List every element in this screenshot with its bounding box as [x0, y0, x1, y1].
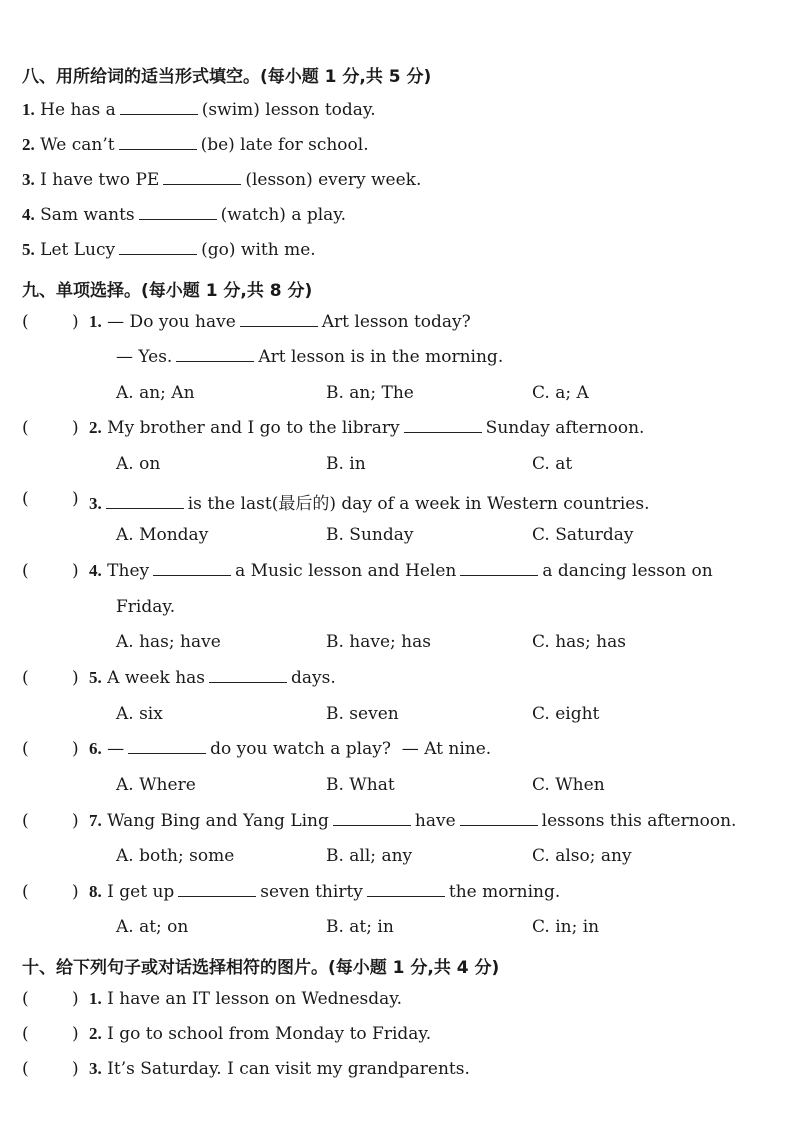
fill-item-1: [22, 100, 376, 120]
question-text: My brother and I go to the library: [107, 418, 400, 438]
option-c[interactable]: C. has; has: [532, 632, 626, 652]
item-text-after: (swim) lesson today.: [201, 100, 376, 120]
option-b[interactable]: B. What: [326, 775, 395, 795]
answer-blank[interactable]: [460, 811, 538, 826]
item-text-before: He has a: [40, 100, 116, 120]
section-10-title: 十、给下列句子或对话选择相符的图片。(每小题 1 分,共 4 分): [22, 958, 500, 978]
answer-paren-close: ): [72, 489, 79, 509]
answer-blank[interactable]: [120, 100, 198, 115]
answer-paren-close: ): [72, 1024, 79, 1044]
answer-blank[interactable]: [153, 561, 231, 576]
answer-paren-open: (: [22, 312, 29, 332]
option-c[interactable]: C. also; any: [532, 846, 632, 866]
option-c[interactable]: C. eight: [532, 704, 600, 724]
option-a[interactable]: A. an; An: [116, 383, 195, 403]
option-b[interactable]: B. all; any: [326, 846, 413, 866]
item-text: I go to school from Monday to Friday.: [107, 1024, 432, 1044]
question-text: A week has: [107, 668, 206, 688]
answer-paren-close: ): [72, 668, 79, 688]
question-5-line: [89, 668, 336, 688]
item-text-before: Let Lucy: [40, 240, 116, 260]
answer-blank[interactable]: [367, 882, 445, 897]
item-text-before: Sam wants: [40, 205, 135, 225]
question-text: —: [107, 739, 125, 759]
answer-paren-close: ): [72, 882, 79, 902]
option-a[interactable]: A. at; on: [116, 917, 189, 937]
answer-paren-open: (: [22, 1059, 29, 1079]
option-a[interactable]: A. six: [116, 704, 163, 724]
option-b[interactable]: B. seven: [326, 704, 399, 724]
item-number: 2.: [22, 135, 35, 154]
fill-item-4: [22, 205, 346, 225]
item-number: 1.: [22, 100, 35, 119]
item-number: 2.: [89, 1024, 102, 1043]
answer-paren-open: (: [22, 489, 29, 509]
question-6-line: [89, 739, 491, 759]
answer-blank[interactable]: [240, 312, 318, 327]
question-1-line-1: [89, 312, 471, 332]
answer-blank[interactable]: [333, 811, 411, 826]
answer-blank[interactable]: [178, 882, 256, 897]
answer-blank[interactable]: [128, 739, 206, 754]
question-text: — Yes.: [116, 347, 173, 367]
item-number: 5.: [22, 240, 35, 259]
answer-paren-open: (: [22, 811, 29, 831]
answer-paren-close: ): [72, 989, 79, 1009]
option-b[interactable]: B. have; has: [326, 632, 431, 652]
item-text-after: (lesson) every week.: [245, 170, 422, 190]
fill-item-5: [22, 240, 316, 260]
answer-paren-open: (: [22, 882, 29, 902]
item-text-before: We can’t: [40, 135, 115, 155]
answer-paren-open: (: [22, 739, 29, 759]
answer-paren-open: (: [22, 418, 29, 438]
item-number: 3.: [89, 1059, 102, 1078]
question-text: I get up: [107, 882, 175, 902]
answer-blank[interactable]: [139, 205, 217, 220]
option-b[interactable]: B. Sunday: [326, 525, 414, 545]
option-c[interactable]: C. When: [532, 775, 605, 795]
question-number: 7.: [89, 811, 102, 830]
question-number: 2.: [89, 418, 102, 437]
question-text: — Do you have: [107, 312, 236, 332]
answer-paren-open: (: [22, 668, 29, 688]
answer-paren-close: ): [72, 418, 79, 438]
question-text: do you watch a play?: [210, 739, 391, 759]
question-text: have: [414, 811, 456, 831]
answer-blank[interactable]: [176, 347, 254, 362]
option-a[interactable]: A. Where: [116, 775, 196, 795]
answer-paren-open: (: [22, 989, 29, 1009]
item-text-after: (be) late for school.: [200, 135, 369, 155]
question-text: a Music lesson and Helen: [235, 561, 457, 581]
option-a[interactable]: A. both; some: [116, 846, 235, 866]
answer-paren-close: ): [72, 1059, 79, 1079]
match-item-1: [89, 989, 402, 1009]
question-text: is the last(最后的) day of a week in Western countries.: [187, 494, 650, 514]
answer-blank[interactable]: [460, 561, 538, 576]
question-text: — At nine.: [401, 739, 492, 759]
question-text: the morning.: [448, 882, 561, 902]
question-number: 8.: [89, 882, 102, 901]
question-text: They: [107, 561, 150, 581]
item-text-after: (watch) a play.: [220, 205, 347, 225]
question-3-line: [89, 489, 650, 514]
question-text: days.: [291, 668, 336, 688]
question-1-line-2: [116, 347, 503, 367]
option-c[interactable]: C. at: [532, 454, 573, 474]
answer-blank[interactable]: [119, 135, 197, 150]
item-number: 1.: [89, 989, 102, 1008]
option-a[interactable]: A. on: [116, 454, 161, 474]
question-text: Art lesson is in the morning.: [258, 347, 504, 367]
item-text-before: I have two PE: [40, 170, 160, 190]
question-text: a dancing lesson on: [542, 561, 713, 581]
answer-blank[interactable]: [119, 240, 197, 255]
option-a[interactable]: A. has; have: [116, 632, 221, 652]
answer-blank[interactable]: [163, 170, 241, 185]
question-number: 6.: [89, 739, 102, 758]
question-text: Art lesson today?: [321, 312, 471, 332]
option-b[interactable]: B. in: [326, 454, 366, 474]
option-b[interactable]: B. an; The: [326, 383, 414, 403]
question-4-line-1: [89, 561, 713, 581]
answer-paren-close: ): [72, 739, 79, 759]
question-2-line: [89, 418, 644, 438]
question-text: lessons this afternoon.: [541, 811, 737, 831]
answer-blank[interactable]: [404, 418, 482, 433]
option-c[interactable]: C. in; in: [532, 917, 600, 937]
answer-blank[interactable]: [209, 668, 287, 683]
section-8-title: 八、用所给词的适当形式填空。(每小题 1 分,共 5 分): [22, 67, 432, 87]
answer-paren-open: (: [22, 561, 29, 581]
question-text: Wang Bing and Yang Ling: [107, 811, 329, 831]
answer-paren-close: ): [72, 312, 79, 332]
answer-paren-open: (: [22, 1024, 29, 1044]
item-text: I have an IT lesson on Wednesday.: [107, 989, 403, 1009]
answer-blank[interactable]: [106, 494, 184, 509]
option-b[interactable]: B. at; in: [326, 917, 394, 937]
item-number: 4.: [22, 205, 35, 224]
fill-item-2: [22, 135, 369, 155]
question-text: seven thirty: [260, 882, 363, 902]
answer-paren-close: ): [72, 811, 79, 831]
match-item-3: [89, 1059, 470, 1079]
question-8-line: [89, 882, 560, 902]
match-item-2: [89, 1024, 431, 1044]
option-c[interactable]: C. a; A: [532, 383, 589, 403]
question-number: 4.: [89, 561, 102, 580]
option-a[interactable]: A. Monday: [116, 525, 209, 545]
question-number: 5.: [89, 668, 102, 687]
section-9-title: 九、单项选择。(每小题 1 分,共 8 分): [22, 281, 313, 301]
option-c[interactable]: C. Saturday: [532, 525, 634, 545]
question-number: 3.: [89, 494, 102, 513]
item-text: It’s Saturday. I can visit my grandparents.: [107, 1059, 470, 1079]
item-number: 3.: [22, 170, 35, 189]
question-4-line-2: Friday.: [116, 597, 176, 617]
answer-paren-close: ): [72, 561, 79, 581]
question-number: 1.: [89, 312, 102, 331]
question-7-line: [89, 811, 736, 831]
fill-item-3: [22, 170, 421, 190]
item-text-after: (go) with me.: [201, 240, 316, 260]
question-text: Sunday afternoon.: [485, 418, 645, 438]
